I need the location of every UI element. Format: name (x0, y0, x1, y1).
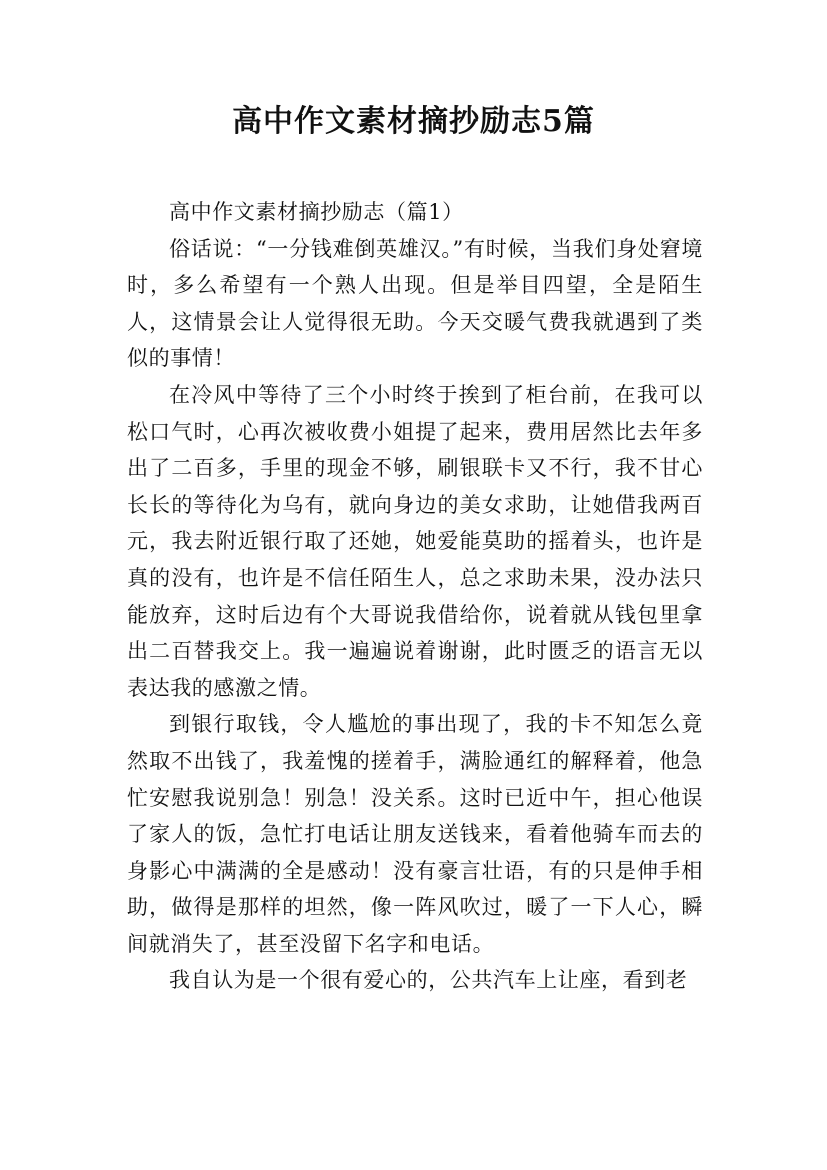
paragraph: 我自认为是一个很有爱心的，公共汽车上让座，看到老 (169, 968, 688, 993)
paragraph: 在冷风中等待了三个小时终于挨到了柜台前，在我可以松口气时，心再次被收费小姐提了起来，费用居然比去年多出了二百多，手里的现金不够，刷银联卡又不行，我不甘心长长的等待化为乌有，就向身边的美女求助，让她借我两百元，我去附近银行取了还她，她爱能莫助的摇着头，也许是真的没有，也许是不信任陌生人，总之求助未果，没办法只能放弃，这时后边有个大哥说我借给你，说着就从钱包里拿出二百替我交上。我一遍遍说着谢谢，此时匮乏的语言无以表达我的感激之情。 (127, 382, 703, 700)
section-heading: 高中作文素材摘抄励志（篇1） (169, 200, 464, 224)
paragraph: 到银行取钱，令人尴尬的事出现了，我的卡不知怎么竟然取不出钱了，我羞愧的搓着手，满脸通红的解释着，他急忙安慰我说别急！别急！没关系。这时已近中午，担心他误了家人的饭，急忙打电话让朋友送钱来，看着他骑车而去的身影心中满满的全是感动！没有豪言壮语，有的只是伸手相助，做得是那样的坦然，像一阵风吹过，暖了一下人心，瞬间就消失了，甚至没留下名字和电话。 (127, 712, 703, 956)
document-body (127, 194, 703, 999)
document-title: 高中作文素材摘抄励志5篇 (232, 104, 595, 139)
paragraph: 俗话说：“一分钱难倒英雄汉。”有时候，当我们身处窘境时，多么希望有一个熟人出现。但是举目四望，全是陌生人，这情景会让人觉得很无助。今天交暖气费我就遇到了类似的事情！ (127, 236, 703, 371)
